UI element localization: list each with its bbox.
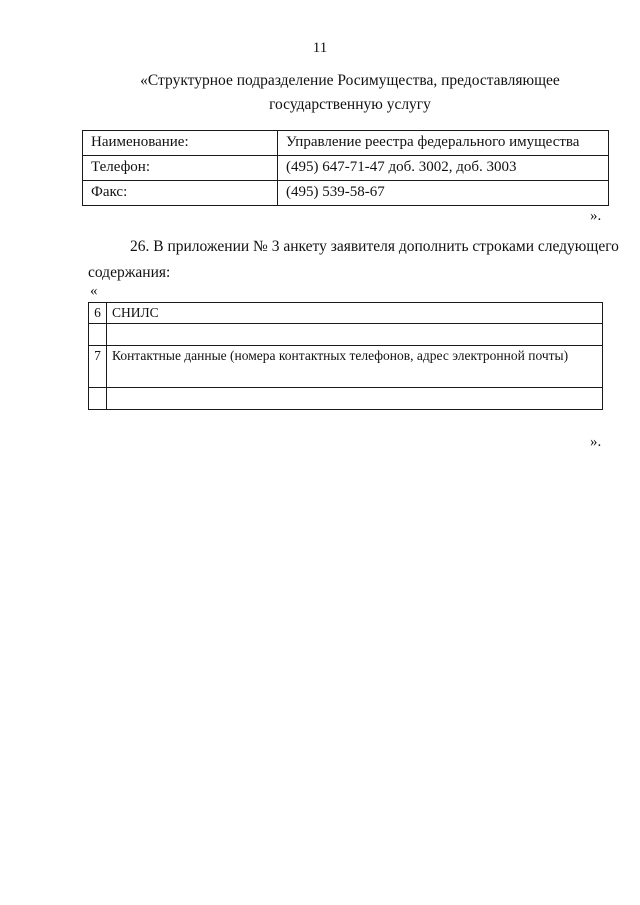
empty-cell [89,388,107,410]
closing-quote: ». [590,208,602,224]
table-row [89,303,603,324]
contact-row-phone [83,156,609,181]
page-number: 11 [312,40,328,56]
contact-value: (495) 539-58-67 [278,181,609,206]
row-label: СНИЛС [107,303,603,324]
contact-row-fax [83,181,609,206]
row-number: 6 [89,303,107,324]
opening-quote: « [90,283,98,299]
row-label: Контактные данные (номера контактных телефонов, адрес электронной почты) [107,346,603,388]
empty-cell [107,324,603,346]
table-row-empty [89,324,603,346]
contact-label: Факс: [83,181,278,206]
contact-label: Телефон: [83,156,278,181]
section-heading-line-1: «Структурное подразделение Росимущества, предоставляющее [140,72,560,89]
empty-cell [107,388,603,410]
contact-row-name [83,131,609,156]
questionnaire-table [88,302,603,410]
contact-value: Управление реестра федерального имущества [278,131,609,156]
row-number: 7 [89,346,107,388]
contact-table [82,130,609,206]
contact-value: (495) 647-71-47 доб. 3002, доб. 3003 [278,156,609,181]
paragraph-line-1: 26. В приложении № 3 анкету заявителя дополнить строками следующего [130,238,619,255]
closing-quote: ». [590,434,602,450]
contact-label: Наименование: [83,131,278,156]
table-row [89,346,603,388]
table-row-empty [89,388,603,410]
section-heading-line-2: государственную услугу [269,96,431,113]
empty-cell [89,324,107,346]
paragraph-line-2: содержания: [88,264,171,281]
